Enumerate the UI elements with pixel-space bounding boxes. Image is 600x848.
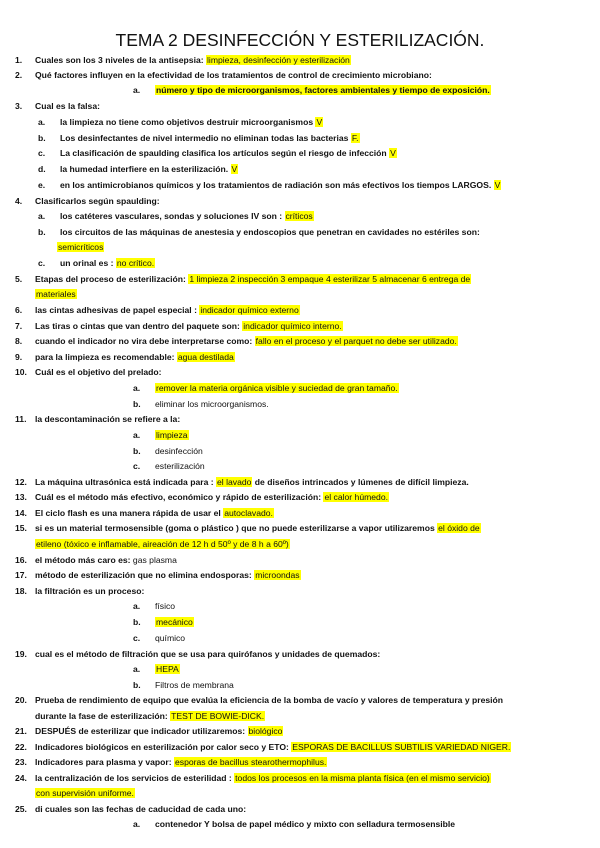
option-c: c. un orinal es : no crítico. xyxy=(38,258,155,268)
question-number: 22. xyxy=(15,742,27,752)
option-d: d. la humedad interfiere en la esterilización. V xyxy=(38,164,238,174)
question-text: El ciclo flash es una manera rápida de usar el autoclavado. xyxy=(35,508,273,518)
question-number: 4. xyxy=(15,196,23,206)
question-text: si es un material termosensible (goma o plástico ) que no puede esterilizarse a vapor utilizaremos el óxido de xyxy=(35,523,480,533)
option-a: a. físico xyxy=(133,601,176,611)
option-a: a. remover la materia orgánica visible y suciedad de gran tamaño. xyxy=(133,383,398,393)
question-text: Indicadores biológicos en esterilización por calor seco y ETO: ESPORAS DE BACILLUS SUBTILIS VARIEDAD NIGER. xyxy=(35,742,511,752)
question-number: 21. xyxy=(15,726,27,736)
option-b: b. eliminar los microorganismos. xyxy=(133,399,269,409)
option-b: b. Filtros de membrana xyxy=(133,680,234,690)
question-text-cont: etileno (tóxico e inflamable, aireación de 12 h d 50º y de 8 h a 60º) xyxy=(36,539,289,549)
question-number: 2. xyxy=(15,70,23,80)
question-number: 7. xyxy=(15,321,23,331)
option-a: a. la limpieza no tiene como objetivos destruir microorganismos V xyxy=(38,117,323,127)
question-number: 25. xyxy=(15,804,27,814)
option-b: b. desinfección xyxy=(133,446,203,456)
page-title: TEMA 2 DESINFECCIÓN Y ESTERILIZACIÓN. xyxy=(115,30,485,50)
question-text-cont: durante la fase de esterilización: TEST DE BOWIE-DICK. xyxy=(35,711,265,721)
question-text: método de esterilización que no elimina endosporas: microondas xyxy=(35,570,300,580)
option-a: a. los catéteres vasculares, sondas y soluciones IV son : críticos xyxy=(38,211,313,221)
question-text: la descontaminación se refiere a la: xyxy=(35,414,181,424)
question-text: Cuál es el método más efectivo, económico y rápido de esterilización: el calor húmedo. xyxy=(35,492,388,502)
question-number: 5. xyxy=(15,274,23,284)
option-b: b. Los desinfectantes de nivel intermedio no eliminan todas las bacterias F. xyxy=(38,133,359,143)
question-text: Indicadores para plasma y vapor: esporas de bacillus stearothermophilus. xyxy=(35,757,327,767)
option-c: c. químico xyxy=(133,633,186,643)
question-text-cont: con supervisión uniforme. xyxy=(36,788,134,798)
option-b: b. mecánico xyxy=(133,617,193,627)
option-b-answer: semicríticos xyxy=(58,242,104,252)
option-a: a. número y tipo de microorganismos, factores ambientales y tiempo de exposición. xyxy=(133,85,490,95)
question-text: el método más caro es: gas plasma xyxy=(35,555,177,565)
question-text: las cintas adhesivas de papel especial : indicador químico externo xyxy=(35,305,299,315)
question-number: 3. xyxy=(15,101,23,111)
question-text: la filtración es un proceso: xyxy=(35,586,145,596)
question-text: Cuales son los 3 niveles de la antisepsia: limpieza, desinfección y esterilización xyxy=(35,55,350,65)
question-text: cual es el método de filtración que se usa para quirófanos y unidades de quemados: xyxy=(35,649,381,659)
option-a: a. contenedor Y bolsa de papel médico y mixto con selladura termosensible xyxy=(133,819,456,829)
question-text: Etapas del proceso de esterilización: 1 limpieza 2 inspección 3 empaque 4 esterilizar 5 almacenar 6 entrega de xyxy=(35,274,471,284)
option-b: b. los circuitos de las máquinas de anestesia y endoscopios que penetran en cavidades no estériles son: xyxy=(38,227,480,237)
question-text: Las tiras o cintas que van dentro del paquete son: indicador químico interno. xyxy=(35,321,342,331)
question-number: 8. xyxy=(15,336,23,346)
question-text: Cuál es el objetivo del prelado: xyxy=(35,367,162,377)
question-number: 24. xyxy=(15,773,27,783)
answer-highlight: número y tipo de microorganismos, factores ambientales y tiempo de exposición. xyxy=(156,85,490,95)
question-number: 13. xyxy=(15,492,27,502)
option-a: a. limpieza xyxy=(133,430,188,440)
question-text: para la limpieza es recomendable: agua destilada xyxy=(35,352,234,362)
question-number: 16. xyxy=(15,555,27,565)
question-number: 1. xyxy=(15,55,23,65)
question-text: Cual es la falsa: xyxy=(35,101,100,111)
question-number: 23. xyxy=(15,757,27,767)
option-e: e. en los antimicrobianos químicos y los tratamientos de radiación son más efectivos los tiempos LARGOS. V xyxy=(38,180,501,190)
question-number: 17. xyxy=(15,570,27,580)
question-number: 20. xyxy=(15,695,27,705)
option-c: c. La clasificación de spaulding clasifica los artículos según el riesgo de infección V xyxy=(38,148,396,158)
question-text: DESPUÉS de esterilizar que indicador utilizaremos: biológico xyxy=(35,726,283,736)
question-number: 10. xyxy=(15,367,27,377)
question-text: cuando el indicador no vira debe interpretarse como: fallo en el proceso y el parquet no debe ser utilizado. xyxy=(35,336,457,346)
question-text: Clasificarlos según spaulding: xyxy=(35,196,160,206)
question-text: di cuales son las fechas de caducidad de cada uno: xyxy=(35,804,247,814)
answer-highlight: limpieza, desinfección y esterilización xyxy=(207,55,350,65)
question-number: 18. xyxy=(15,586,27,596)
question-number: 15. xyxy=(15,523,27,533)
question-number: 9. xyxy=(15,352,23,362)
question-text: Prueba de rendimiento de equipo que evalúa la eficiencia de la bomba de vacío y valores de temperatura y presión xyxy=(35,695,504,705)
question-text-cont: materiales xyxy=(36,289,76,299)
question-text: Qué factores influyen en la efectividad de los tratamientos de control de crecimiento microbiano: xyxy=(35,70,432,80)
question-number: 12. xyxy=(15,477,27,487)
question-number: 14. xyxy=(15,508,27,518)
question-text: la centralización de los servicios de esterilidad : todos los procesos en la misma planta física (en el mismo servicio) xyxy=(35,773,490,783)
question-number: 11. xyxy=(15,414,27,424)
option-c: c. esterilización xyxy=(133,461,205,471)
question-number: 6. xyxy=(15,305,23,315)
question-text: La máquina ultrasónica está indicada para : el lavado de diseños intrincados y lúmenes de difícil limpieza. xyxy=(35,477,469,487)
question-number: 19. xyxy=(15,649,27,659)
option-a: a. HEPA xyxy=(133,664,179,674)
